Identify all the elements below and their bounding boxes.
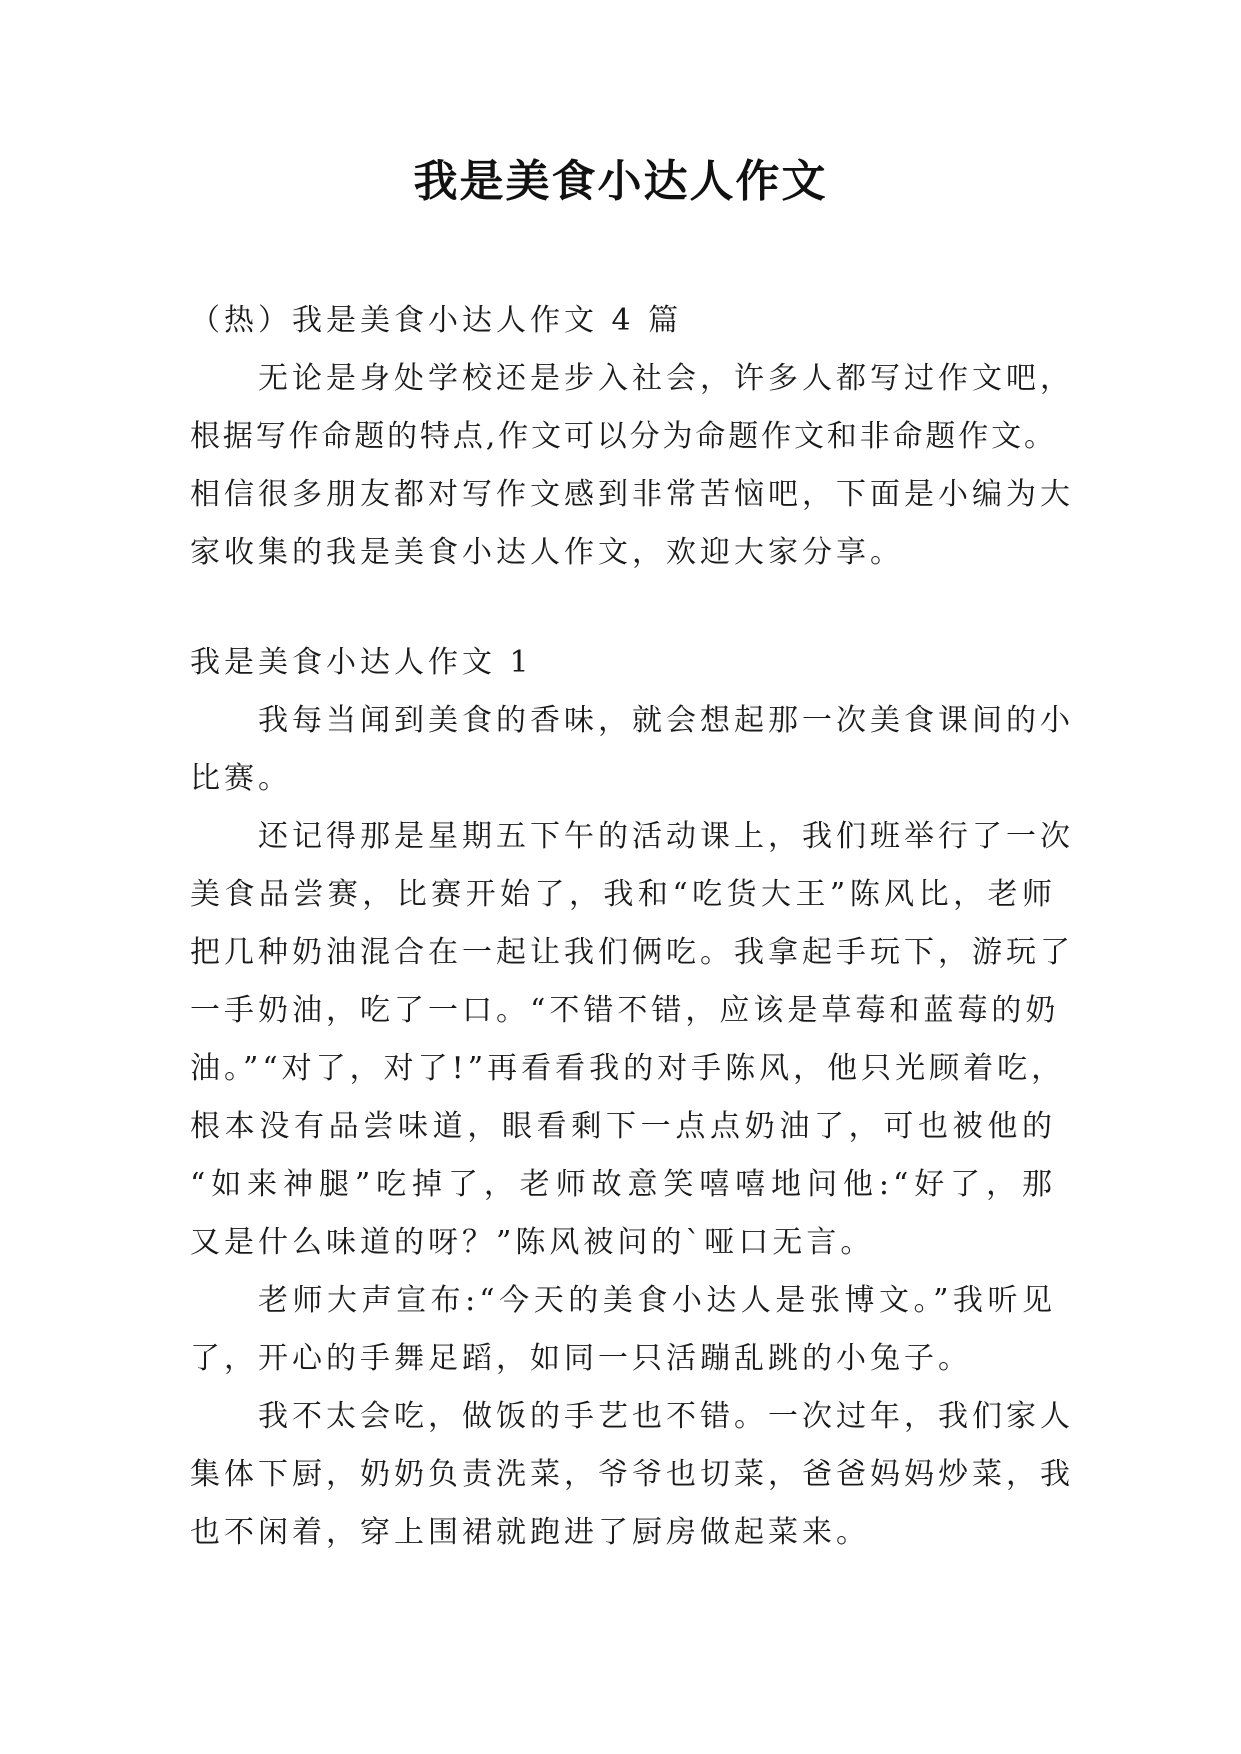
paragraph-line: 根本没有品尝味道，眼看剩下一点点奶油了，可也被他的 — [190, 1109, 1056, 1144]
section-heading: 我是美食小达人作文 1 — [190, 645, 533, 680]
paragraph-line: 我每当闻到美食的香味，就会想起那一次美食课间的小 — [258, 703, 1074, 738]
paragraph-line: 油。”“对了，对了!”再看看我的对手陈风，他只光顾着吃， — [190, 1051, 1066, 1086]
document-title: 我是美食小达人作文 — [413, 156, 828, 207]
paragraph-line: 了，开心的手舞足蹈，如同一只活蹦乱跳的小兔子。 — [190, 1341, 972, 1376]
paragraph-line: “如来神腿”吃掉了，老师故意笑嘻嘻地问他:“好了，那 — [190, 1167, 1056, 1202]
paragraph-line: 根据写作命题的特点,作文可以分为命题作文和非命题作文。 — [190, 419, 1056, 454]
paragraph-line: 一手奶油，吃了一口。“不错不错，应该是草莓和蓝莓的奶 — [190, 993, 1060, 1028]
paragraph-line: 我不太会吃，做饭的手艺也不错。一次过年，我们家人 — [258, 1399, 1074, 1434]
paragraph-line: 老师大声宣布:“今天的美食小达人是张博文。”我听见 — [258, 1283, 1056, 1318]
paragraph-line: 把几种奶油混合在一起让我们俩吃。我拿起手玩下，游玩了 — [190, 935, 1074, 970]
document-body — [190, 292, 1074, 1562]
paragraph-line: 美食品尝赛，比赛开始了，我和“吃货大王”陈风比，老师 — [190, 877, 1056, 912]
paragraph-line: 比赛。 — [190, 761, 292, 796]
paragraph-line: 无论是身处学校还是步入社会，许多人都写过作文吧， — [258, 361, 1074, 396]
paragraph-line: 相信很多朋友都对写作文感到非常苦恼吧，下面是小编为大 — [190, 477, 1074, 512]
intro-paragraph — [190, 350, 1074, 582]
paragraph-line: 集体下厨，奶奶负责洗菜，爷爷也切菜，爸爸妈妈炒菜，我 — [190, 1457, 1074, 1492]
paragraph-line: 又是什么味道的呀？”陈风被问的`哑口无言。 — [190, 1225, 875, 1260]
paragraph-line: 也不闲着，穿上围裙就跑进了厨房做起菜来。 — [190, 1515, 870, 1550]
paragraph-line: 家收集的我是美食小达人作文，欢迎大家分享。 — [190, 535, 904, 570]
paragraph-line: 还记得那是星期五下午的活动课上，我们班举行了一次 — [258, 819, 1074, 854]
section-body — [190, 692, 1074, 1562]
subtitle: （热）我是美食小达人作文 4 篇 — [190, 303, 683, 338]
